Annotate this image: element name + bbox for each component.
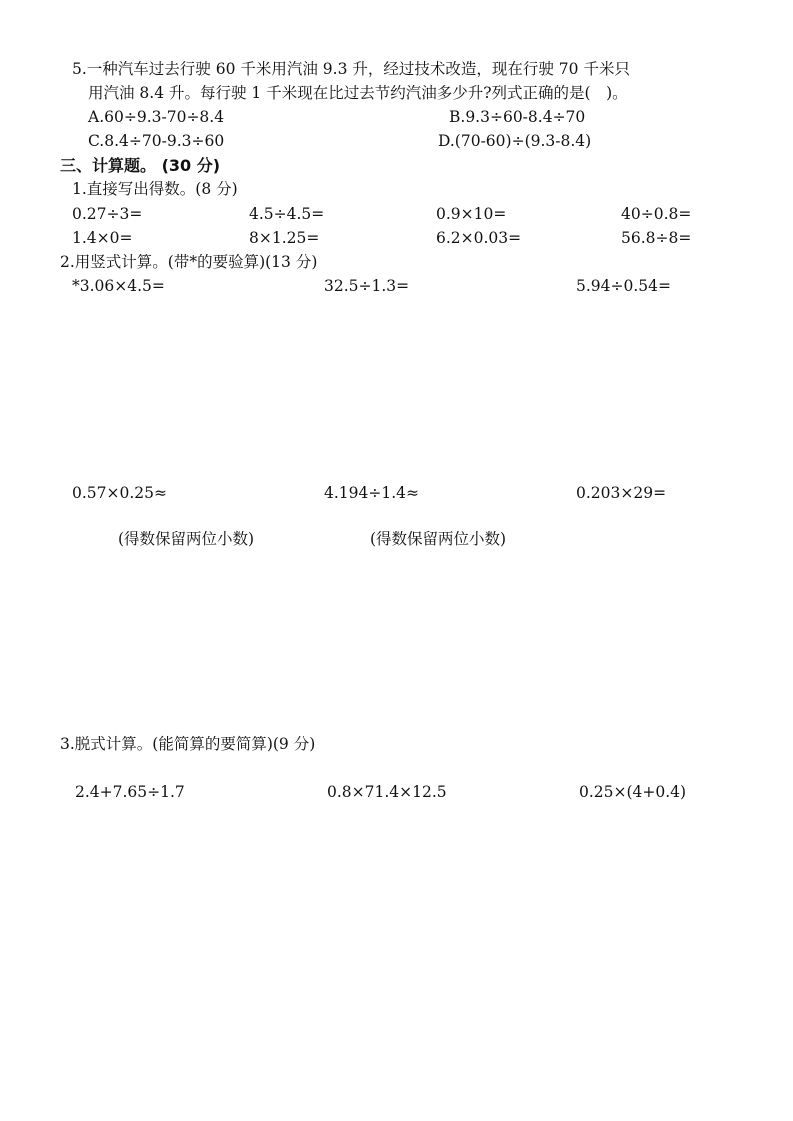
vertical-calc-item: 32.5÷1.3= <box>324 277 410 295</box>
part-3-title: 3.脱式计算。(能简算的要简算)(9 分) <box>60 735 316 753</box>
direct-calc-item: 56.8÷8= <box>621 229 692 247</box>
part-2-title: 2.用竖式计算。(带*的要验算)(13 分) <box>60 253 318 271</box>
q5-line1: 5.一种汽车过去行驶 60 千米用汽油 9.3 升，经过技术改造，现在行驶 70 千米只 <box>72 60 630 78</box>
vertical-calc-item: 5.94÷0.54= <box>576 277 671 295</box>
q5-option-d: D.(70-60)÷(9.3-8.4) <box>438 132 592 150</box>
vertical-calc-item: 0.57×0.25≈ <box>72 484 167 502</box>
vertical-calc-item: 4.194÷1.4≈ <box>324 484 419 502</box>
direct-calc-item: 0.27÷3= <box>72 205 143 223</box>
direct-calc-item: 40÷0.8= <box>621 205 692 223</box>
part-1-title: 1.直接写出得数。(8 分) <box>72 180 238 198</box>
q5-option-a: A.60÷9.3-70÷8.4 <box>88 108 225 126</box>
q5-option-b: B.9.3÷60-8.4÷70 <box>449 108 586 126</box>
step-calc-item: 2.4+7.65÷1.7 <box>75 783 185 801</box>
direct-calc-item: 6.2×0.03= <box>436 229 522 247</box>
step-calc-item: 0.8×71.4×12.5 <box>327 783 447 801</box>
section-3-title: 三、计算题。 (30 分) <box>60 156 221 175</box>
direct-calc-item: 8×1.25= <box>249 229 320 247</box>
vertical-calc-item: *3.06×4.5= <box>72 277 165 295</box>
step-calc-item: 0.25×(4+0.4) <box>579 783 687 801</box>
rounding-note: (得数保留两位小数) <box>370 530 507 548</box>
direct-calc-item: 1.4×0= <box>72 229 133 247</box>
rounding-note: (得数保留两位小数) <box>118 530 255 548</box>
q5-option-c: C.8.4÷70-9.3÷60 <box>88 132 225 150</box>
vertical-calc-item: 0.203×29= <box>576 484 667 502</box>
q5-line2: 用汽油 8.4 升。每行驶 1 千米现在比过去节约汽油多少升?列式正确的是( )。 <box>88 84 628 102</box>
direct-calc-item: 4.5÷4.5= <box>249 205 325 223</box>
direct-calc-item: 0.9×10= <box>436 205 507 223</box>
